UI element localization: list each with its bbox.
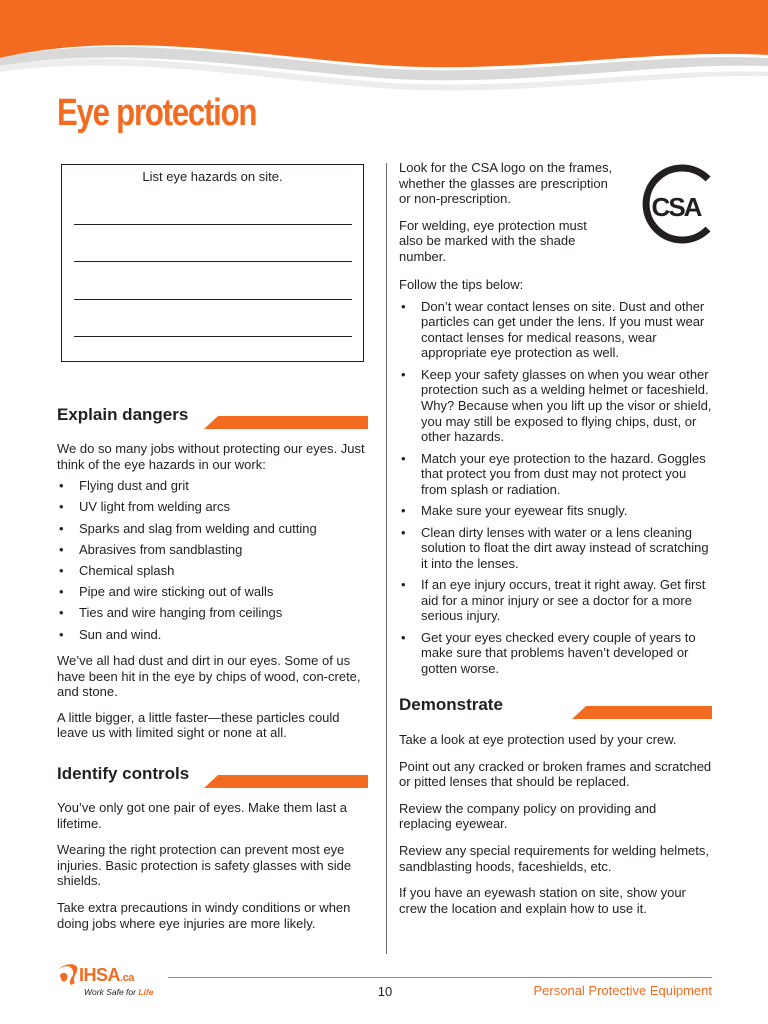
- heading-accent-bar: [204, 775, 368, 788]
- write-in-line: [74, 224, 352, 225]
- list-item: • Chemical splash: [57, 563, 369, 579]
- hazard-list-box: [61, 164, 364, 362]
- demonstrate-paragraph: Point out any cracked or broken frames and scratched or pitted lenses that should be replaced.: [399, 758, 712, 790]
- logo-tagline: Work Safe for: [84, 987, 139, 997]
- heading-accent-bar: [572, 706, 712, 719]
- list-item: • Flying dust and grit: [57, 478, 369, 494]
- list-item: • Make sure your eyewear fits snugly.: [399, 503, 712, 519]
- column-divider: [386, 163, 387, 954]
- list-item: • UV light from welding arcs: [57, 499, 369, 515]
- ihsa-logo: [57, 963, 167, 1003]
- explain-intro: We do so many jobs without protecting our eyes. Just think of the eye hazards in our work:: [57, 441, 365, 472]
- csa-logo: [638, 161, 714, 247]
- page-title: Eye protection: [57, 92, 257, 134]
- footer-rule: [168, 977, 712, 978]
- heading-accent-bar: [204, 416, 368, 429]
- list-item: • Clean dirty lenses with water or a lens cleaning solution to float the dirt away instead of scratching it into the lenses.: [399, 525, 712, 572]
- write-in-line: [74, 261, 352, 262]
- section-heading-explain-dangers: Explain dangers: [57, 405, 189, 424]
- identify-controls-section: [57, 800, 369, 931]
- list-item: • Ties and wire hanging from ceilings: [57, 605, 369, 621]
- csa-logo-text: CSA: [651, 192, 701, 222]
- csa-paragraph: For welding, eye protection must also be marked with the shade number.: [399, 217, 587, 264]
- svg-text:Work Safe for Life: [84, 987, 154, 997]
- svg-text:IHSA.ca: [79, 965, 135, 985]
- list-item: • Pipe and wire sticking out of walls: [57, 584, 369, 600]
- list-item: • Sun and wind.: [57, 627, 369, 643]
- hazard-box-label: List eye hazards on site.: [142, 169, 283, 184]
- write-in-line: [74, 336, 352, 337]
- explain-paragraph: We’ve all had dust and dirt in our eyes. Some of us have been hit in the eye by chips of wood, con-crete, and stone.: [57, 653, 361, 700]
- demonstrate-paragraph: Review any special requirements for welding helmets, sandblasting hoods, faceshields, etc.: [399, 842, 709, 874]
- controls-paragraph: Take extra precautions in windy conditions or when doing jobs where eye injuries are more likely.: [57, 899, 351, 931]
- csa-intro: [399, 160, 614, 265]
- demonstrate-section: [399, 732, 712, 916]
- write-in-line: [74, 299, 352, 300]
- logo-suffix: .ca: [120, 972, 134, 984]
- list-item: • Sparks and slag from welding and cutting: [57, 521, 369, 537]
- list-item: • Keep your safety glasses on when you wear other protection such as a welding helmet or faceshield. Why? Because when you lift up the visor or shield, you may still be exposed to flying chips, dust, or other hazards.: [399, 367, 712, 445]
- list-item: • Match your eye protection to the hazard. Goggles that protect you from dust may not protect you from splash or radiation.: [399, 451, 712, 498]
- tips-section: [399, 277, 712, 676]
- explain-paragraph: A little bigger, a little faster—these particles could leave us with limited sight or none at all.: [57, 709, 340, 741]
- tips-list: [399, 299, 712, 677]
- tips-intro: Follow the tips below:: [399, 277, 524, 292]
- demonstrate-paragraph: Review the company policy on providing and replacing eyewear.: [399, 800, 657, 832]
- list-item: • If an eye injury occurs, treat it right away. Get first aid for a minor injury or see a doctor for a more serious injury.: [399, 577, 712, 624]
- explain-dangers-section: [57, 441, 369, 741]
- hazard-list: [57, 478, 369, 642]
- demonstrate-paragraph: If you have an eyewash station on site, show your crew the location and explain how to use it.: [399, 885, 686, 916]
- section-heading-identify-controls: Identify controls: [57, 764, 190, 783]
- list-item: • Get your eyes checked every couple of years to make sure that problems haven’t developed or gotten worse.: [399, 630, 712, 677]
- demonstrate-paragraph: Take a look at eye protection used by your crew.: [399, 732, 677, 747]
- csa-paragraph: Look for the CSA logo on the frames, whether the glasses are prescription or non-prescription.: [399, 160, 613, 207]
- page-number: 10: [377, 984, 393, 999]
- controls-paragraph: Wearing the right protection can prevent most eye injuries. Basic protection is safety glasses with side shields.: [57, 842, 352, 889]
- list-item: • Abrasives from sandblasting: [57, 542, 369, 558]
- logo-name: IHSA: [79, 965, 121, 985]
- header-banner: [0, 0, 768, 100]
- controls-paragraph: You’ve only got one pair of eyes. Make them last a lifetime.: [57, 800, 348, 831]
- logo-tagline-emphasis: Life: [138, 987, 154, 997]
- list-item: • Don’t wear contact lenses on site. Dust and other particles can get under the lens. If you must wear contact lenses for medical reasons, wear appropriate eye protection as well.: [399, 299, 712, 361]
- footer-section-title: Personal Protective Equipment: [533, 983, 712, 998]
- section-heading-demonstrate: Demonstrate: [399, 695, 503, 714]
